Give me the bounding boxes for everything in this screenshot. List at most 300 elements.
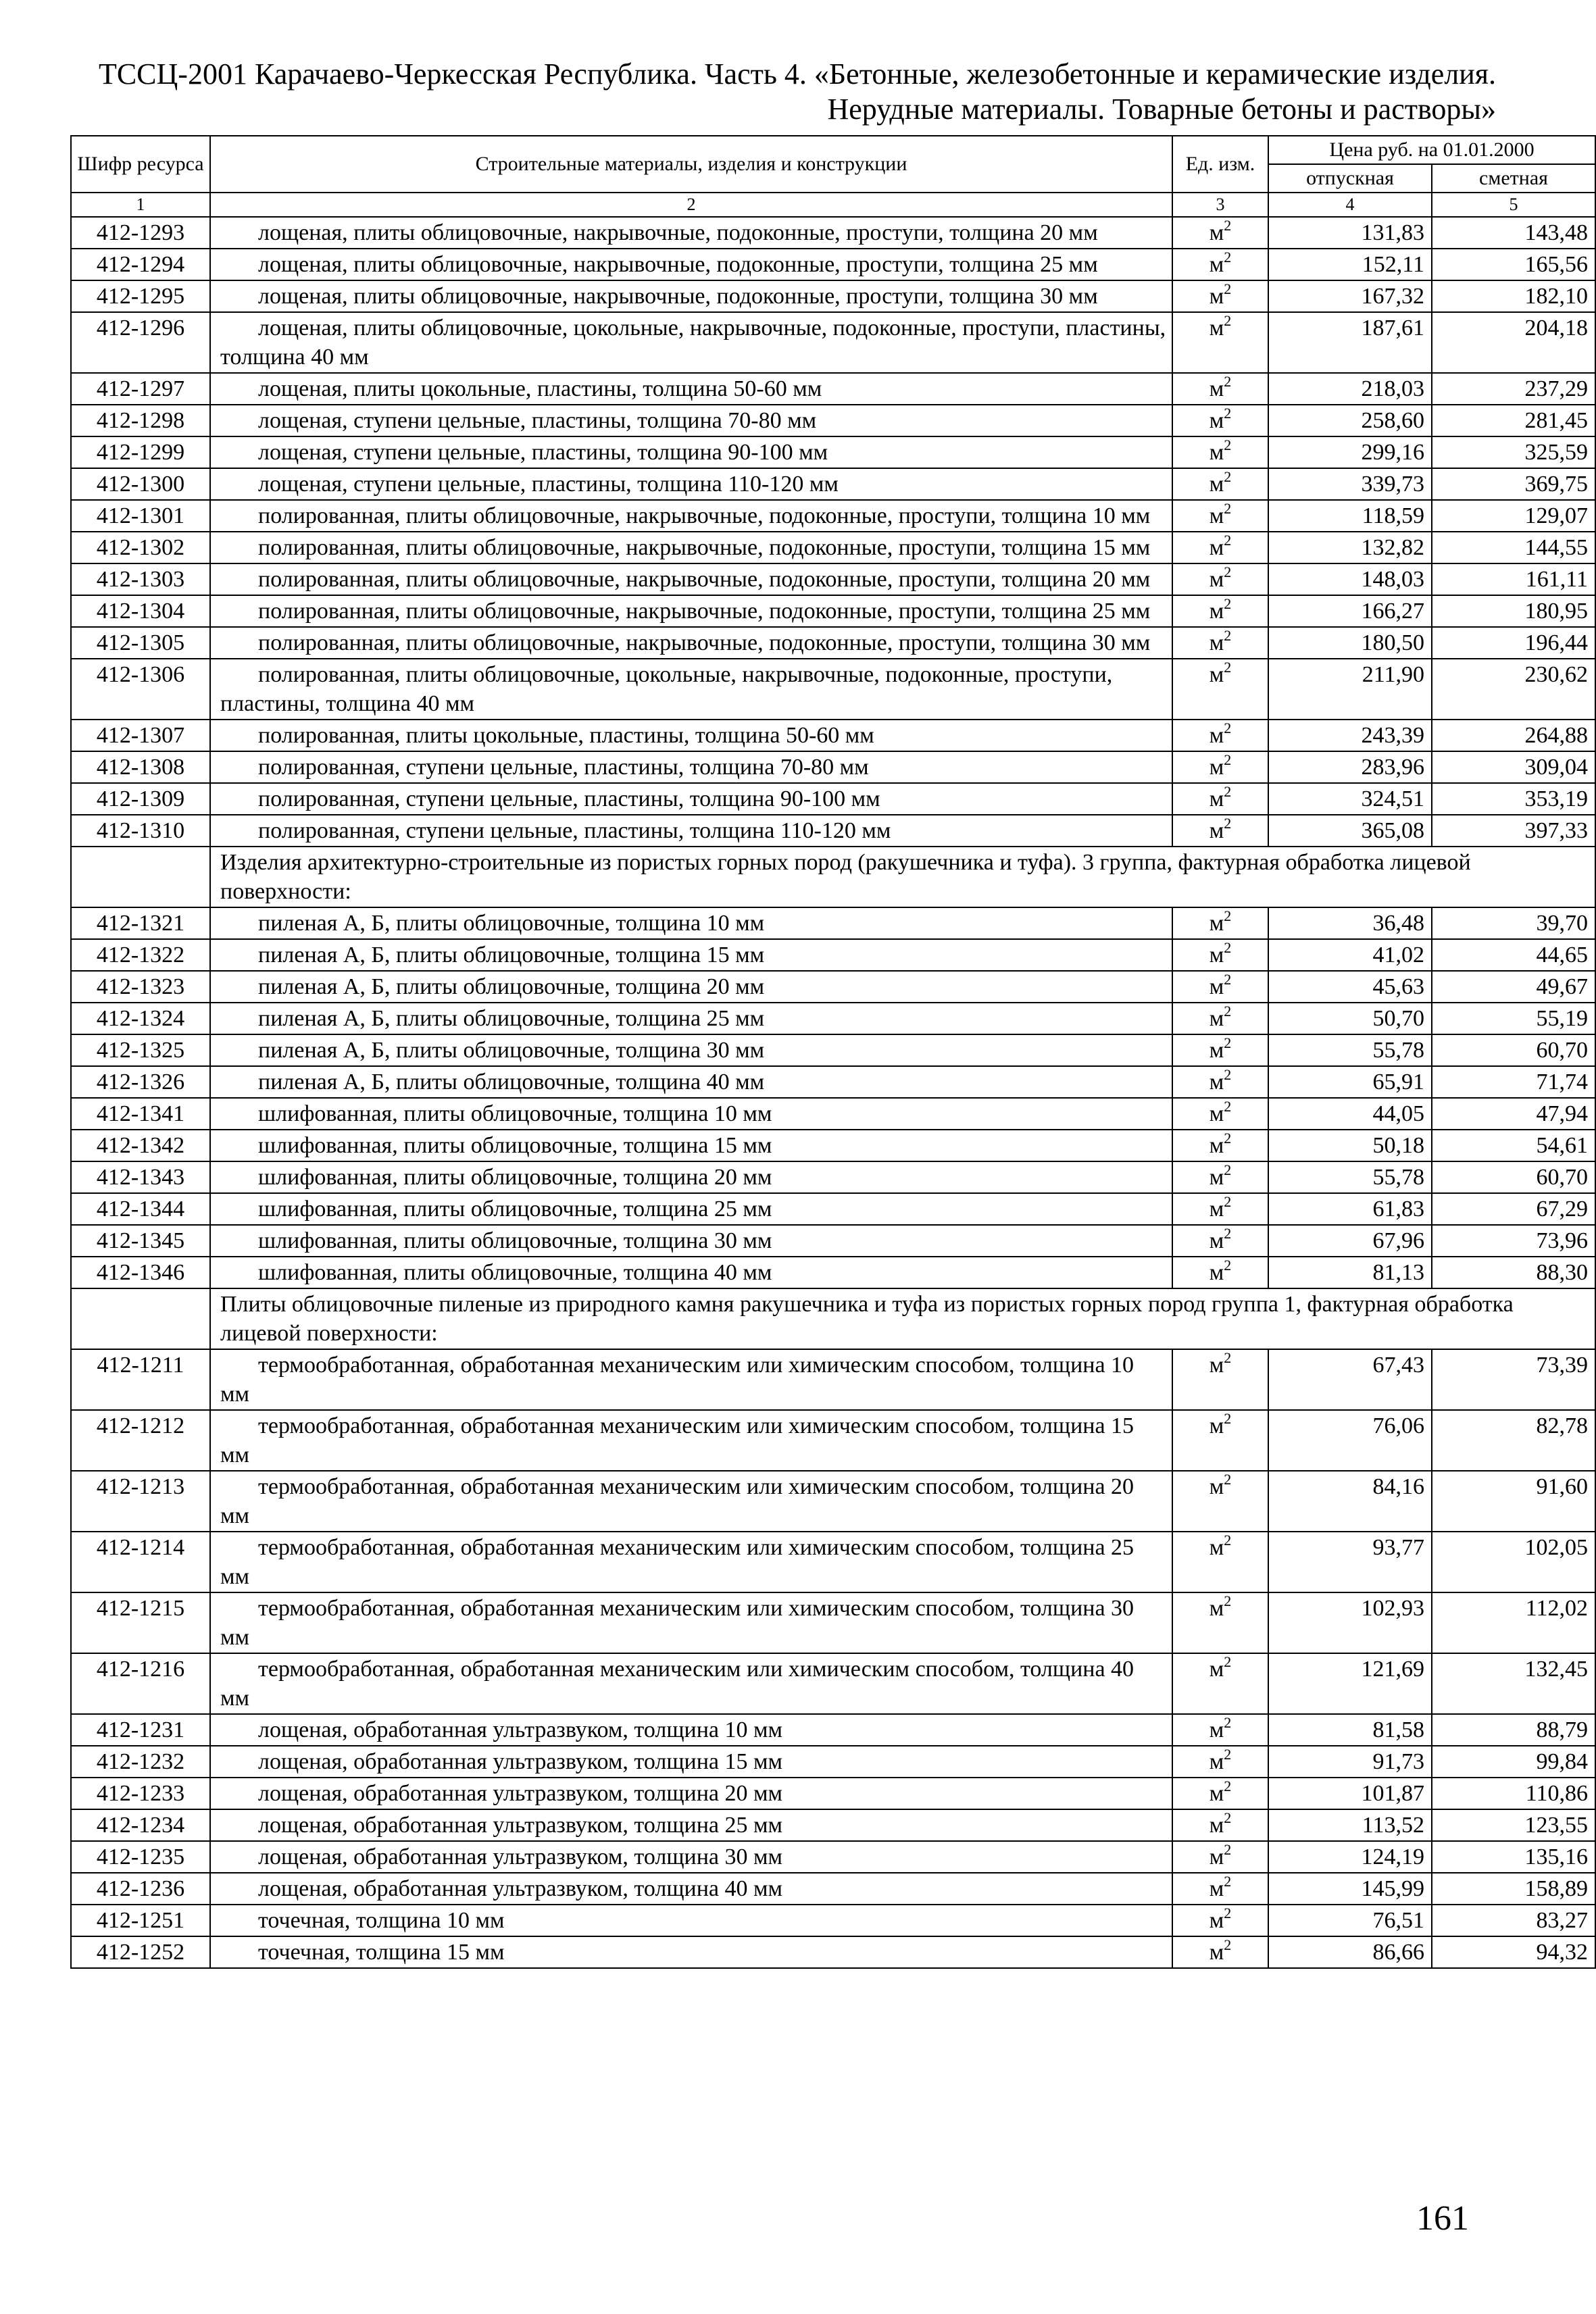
price-release: 44,05: [1268, 1098, 1432, 1130]
price-release: 131,83: [1268, 217, 1432, 249]
price-estimate: 196,44: [1432, 627, 1595, 659]
description-cell: [210, 1003, 1172, 1034]
table-row: [71, 1936, 1595, 1968]
unit-text: м: [1209, 1228, 1224, 1253]
price-estimate: 88,30: [1432, 1257, 1595, 1288]
resource-code: 412-1297: [71, 373, 210, 405]
description-text: полированная, ступени цельные, пластины, толщина 110-120 мм: [258, 818, 891, 843]
description-cell: [210, 907, 1172, 939]
unit-cell: [1172, 1066, 1268, 1098]
unit-exponent: 2: [1224, 1130, 1232, 1147]
table-row: [71, 595, 1595, 627]
price-estimate: 73,96: [1432, 1225, 1595, 1257]
resource-code: 412-1325: [71, 1034, 210, 1066]
unit-cell: [1172, 1130, 1268, 1161]
resource-code: 412-1233: [71, 1778, 210, 1809]
page-number: 161: [1416, 2199, 1469, 2238]
unit-exponent: 2: [1224, 1066, 1232, 1083]
table-row: [71, 1592, 1595, 1653]
unit-cell: [1172, 1034, 1268, 1066]
unit-text: м: [1209, 1038, 1224, 1063]
description-text: полированная, плиты облицовочные, накрывочные, подоконные, проступи, толщина 30 мм: [258, 630, 1151, 655]
price-estimate: 135,16: [1432, 1841, 1595, 1873]
unit-text: м: [1209, 535, 1224, 560]
table-row: [71, 1809, 1595, 1841]
unit-cell: [1172, 1778, 1268, 1809]
table-row: [71, 907, 1595, 939]
table-row: [71, 1257, 1595, 1288]
col-number: 5: [1432, 193, 1595, 217]
price-estimate: 44,65: [1432, 939, 1595, 971]
section-row: [71, 847, 1595, 907]
description-text: термообработанная, обработанная механическим или химическим способом, толщина 30 мм: [220, 1596, 1134, 1650]
resource-code: 412-1346: [71, 1257, 210, 1288]
price-estimate: 309,04: [1432, 751, 1595, 783]
description-text: термообработанная, обработанная механическим или химическим способом, толщина 20 мм: [220, 1474, 1134, 1528]
description-cell: [210, 939, 1172, 971]
unit-text: м: [1209, 1781, 1224, 1806]
unit-text: м: [1209, 1596, 1224, 1621]
resource-code: 412-1235: [71, 1841, 210, 1873]
description-cell: [210, 1257, 1172, 1288]
unit-cell: [1172, 1098, 1268, 1130]
description-text: шлифованная, плиты облицовочные, толщина 25 мм: [258, 1197, 772, 1222]
table-row: [71, 563, 1595, 595]
unit-cell: [1172, 249, 1268, 280]
price-release: 180,50: [1268, 627, 1432, 659]
unit-exponent: 2: [1224, 1778, 1232, 1794]
unit-exponent: 2: [1224, 1592, 1232, 1609]
description-cell: [210, 1873, 1172, 1905]
unit-cell: [1172, 659, 1268, 720]
unit-exponent: 2: [1224, 751, 1232, 768]
description-text: полированная, ступени цельные, пластины, толщина 70-80 мм: [258, 755, 869, 780]
table-row: [71, 532, 1595, 563]
unit-text: м: [1209, 252, 1224, 277]
resource-code: 412-1232: [71, 1746, 210, 1778]
unit-text: м: [1209, 911, 1224, 936]
description-text: шлифованная, плиты облицовочные, толщина 20 мм: [258, 1165, 772, 1190]
table-row: [71, 1532, 1595, 1592]
unit-cell: [1172, 720, 1268, 751]
description-text: пиленая А, Б, плиты облицовочные, толщина 40 мм: [258, 1070, 765, 1095]
price-estimate: 123,55: [1432, 1809, 1595, 1841]
table-row: [71, 1161, 1595, 1193]
description-cell: [210, 720, 1172, 751]
price-release: 124,19: [1268, 1841, 1432, 1873]
resource-code: 412-1303: [71, 563, 210, 595]
price-release: 118,59: [1268, 500, 1432, 532]
unit-exponent: 2: [1224, 500, 1232, 517]
unit-cell: [1172, 1873, 1268, 1905]
unit-text: м: [1209, 1657, 1224, 1682]
unit-text: м: [1209, 662, 1224, 687]
price-release: 41,02: [1268, 939, 1432, 971]
unit-exponent: 2: [1224, 1225, 1232, 1242]
unit-cell: [1172, 783, 1268, 815]
col-header-price-release: отпускная: [1268, 164, 1432, 193]
resource-code: 412-1300: [71, 468, 210, 500]
table-row: [71, 1471, 1595, 1532]
unit-exponent: 2: [1224, 1193, 1232, 1210]
description-cell: [210, 1225, 1172, 1257]
unit-exponent: 2: [1224, 907, 1232, 924]
price-estimate: 204,18: [1432, 312, 1595, 373]
unit-cell: [1172, 1653, 1268, 1714]
price-estimate: 102,05: [1432, 1532, 1595, 1592]
unit-text: м: [1209, 1749, 1224, 1774]
table-row: [71, 1349, 1595, 1410]
description-cell: [210, 1936, 1172, 1968]
description-cell: [210, 468, 1172, 500]
description-cell: [210, 1592, 1172, 1653]
unit-cell: [1172, 971, 1268, 1003]
price-release: 101,87: [1268, 1778, 1432, 1809]
price-release: 91,73: [1268, 1746, 1432, 1778]
unit-exponent: 2: [1224, 312, 1232, 329]
unit-cell: [1172, 939, 1268, 971]
price-estimate: 132,45: [1432, 1653, 1595, 1714]
unit-text: м: [1209, 440, 1224, 465]
price-estimate: 165,56: [1432, 249, 1595, 280]
description-cell: [210, 280, 1172, 312]
description-text: лощеная, плиты облицовочные, накрывочные, подоконные, проступи, толщина 25 мм: [258, 252, 1098, 277]
unit-cell: [1172, 280, 1268, 312]
col-header-unit: Ед. изм.: [1172, 136, 1268, 193]
unit-cell: [1172, 217, 1268, 249]
unit-exponent: 2: [1224, 280, 1232, 297]
resource-code: 412-1236: [71, 1873, 210, 1905]
unit-text: м: [1209, 1006, 1224, 1031]
price-release: 113,52: [1268, 1809, 1432, 1841]
description-cell: [210, 373, 1172, 405]
description-text: лощеная, ступени цельные, пластины, толщина 70-80 мм: [258, 408, 817, 433]
unit-cell: [1172, 1746, 1268, 1778]
description-cell: [210, 595, 1172, 627]
description-cell: [210, 532, 1172, 563]
price-estimate: 94,32: [1432, 1936, 1595, 1968]
description-text: лощеная, обработанная ультразвуком, толщина 30 мм: [258, 1844, 783, 1869]
unit-text: м: [1209, 1940, 1224, 1965]
table-row: [71, 815, 1595, 847]
description-text: полированная, плиты облицовочные, накрывочные, подоконные, проступи, толщина 25 мм: [258, 599, 1151, 624]
description-cell: [210, 1193, 1172, 1225]
unit-text: м: [1209, 1535, 1224, 1560]
description-cell: [210, 1161, 1172, 1193]
unit-text: м: [1209, 1070, 1224, 1095]
description-cell: [210, 1034, 1172, 1066]
unit-cell: [1172, 500, 1268, 532]
resource-code: 412-1345: [71, 1225, 210, 1257]
description-text: лощеная, обработанная ультразвуком, толщина 40 мм: [258, 1876, 783, 1901]
unit-text: м: [1209, 284, 1224, 309]
unit-cell: [1172, 1532, 1268, 1592]
unit-cell: [1172, 815, 1268, 847]
price-release: 36,48: [1268, 907, 1432, 939]
table-row: [71, 783, 1595, 815]
description-text: лощеная, обработанная ультразвуком, толщина 20 мм: [258, 1781, 783, 1806]
price-release: 93,77: [1268, 1532, 1432, 1592]
table-row: [71, 659, 1595, 720]
unit-text: м: [1209, 220, 1224, 245]
section-row: [71, 1288, 1595, 1349]
price-estimate: 161,11: [1432, 563, 1595, 595]
description-text: полированная, ступени цельные, пластины, толщина 90-100 мм: [258, 786, 880, 811]
price-release: 211,90: [1268, 659, 1432, 720]
description-cell: [210, 751, 1172, 783]
description-text: лощеная, плиты облицовочные, накрывочные, подоконные, проступи, толщина 30 мм: [258, 284, 1098, 309]
price-estimate: 281,45: [1432, 405, 1595, 436]
description-cell: [210, 1349, 1172, 1410]
table-row: [71, 1034, 1595, 1066]
header-line-1: ТССЦ-2001 Карачаево-Черкесская Республика. Часть 4. «Бетонные, железобетонные и керамические изделия.: [98, 57, 1496, 91]
resource-code: 412-1299: [71, 436, 210, 468]
description-text: полированная, плиты цокольные, пластины, толщина 50-60 мм: [258, 723, 874, 748]
price-estimate: 158,89: [1432, 1873, 1595, 1905]
price-estimate: 230,62: [1432, 659, 1595, 720]
description-cell: [210, 500, 1172, 532]
unit-exponent: 2: [1224, 468, 1232, 485]
unit-text: м: [1209, 1165, 1224, 1190]
price-estimate: 353,19: [1432, 783, 1595, 815]
price-release: 299,16: [1268, 436, 1432, 468]
table-row: [71, 1410, 1595, 1471]
price-estimate: 47,94: [1432, 1098, 1595, 1130]
table-row: [71, 1653, 1595, 1714]
unit-text: м: [1209, 1197, 1224, 1222]
description-cell: [210, 1905, 1172, 1936]
price-estimate: 82,78: [1432, 1410, 1595, 1471]
price-release: 67,96: [1268, 1225, 1432, 1257]
unit-exponent: 2: [1224, 1471, 1232, 1488]
description-text: термообработанная, обработанная механическим или химическим способом, толщина 40 мм: [220, 1657, 1134, 1711]
unit-text: м: [1209, 1101, 1224, 1126]
unit-cell: [1172, 1257, 1268, 1288]
unit-exponent: 2: [1224, 249, 1232, 266]
price-release: 121,69: [1268, 1653, 1432, 1714]
description-cell: [210, 783, 1172, 815]
description-cell: [210, 1809, 1172, 1841]
unit-exponent: 2: [1224, 1873, 1232, 1890]
description-cell: [210, 249, 1172, 280]
price-estimate: 60,70: [1432, 1034, 1595, 1066]
resource-code: 412-1308: [71, 751, 210, 783]
table-row: [71, 751, 1595, 783]
unit-cell: [1172, 563, 1268, 595]
resource-code: 412-1343: [71, 1161, 210, 1193]
resource-code: 412-1212: [71, 1410, 210, 1471]
price-release: 365,08: [1268, 815, 1432, 847]
table-row: [71, 312, 1595, 373]
unit-exponent: 2: [1224, 815, 1232, 832]
price-estimate: 325,59: [1432, 436, 1595, 468]
description-text: шлифованная, плиты облицовочные, толщина 15 мм: [258, 1133, 772, 1158]
unit-exponent: 2: [1224, 939, 1232, 956]
unit-text: м: [1209, 974, 1224, 999]
description-text: шлифованная, плиты облицовочные, толщина 30 мм: [258, 1228, 772, 1253]
unit-text: м: [1209, 1413, 1224, 1438]
table-row: [71, 1066, 1595, 1098]
description-cell: [210, 563, 1172, 595]
unit-text: м: [1209, 1474, 1224, 1499]
table-row: [71, 373, 1595, 405]
resource-code: 412-1309: [71, 783, 210, 815]
unit-cell: [1172, 1809, 1268, 1841]
resource-code: 412-1302: [71, 532, 210, 563]
description-text: лощеная, обработанная ультразвуком, толщина 25 мм: [258, 1813, 783, 1838]
price-table: [70, 135, 1596, 1969]
description-text: пиленая А, Б, плиты облицовочные, толщина 15 мм: [258, 942, 765, 967]
table-row: [71, 720, 1595, 751]
description-text: лощеная, ступени цельные, пластины, толщина 90-100 мм: [258, 440, 828, 465]
col-number: 4: [1268, 193, 1432, 217]
table-row: [71, 249, 1595, 280]
unit-cell: [1172, 405, 1268, 436]
resource-code: 412-1324: [71, 1003, 210, 1034]
unit-cell: [1172, 1003, 1268, 1034]
unit-text: м: [1209, 1876, 1224, 1901]
unit-text: м: [1209, 630, 1224, 655]
unit-exponent: 2: [1224, 1653, 1232, 1670]
unit-cell: [1172, 532, 1268, 563]
resource-code: 412-1301: [71, 500, 210, 532]
price-release: 50,18: [1268, 1130, 1432, 1161]
price-release: 324,51: [1268, 783, 1432, 815]
description-text: термообработанная, обработанная механическим или химическим способом, толщина 15 мм: [220, 1413, 1134, 1467]
price-release: 86,66: [1268, 1936, 1432, 1968]
unit-cell: [1172, 1193, 1268, 1225]
unit-text: м: [1209, 376, 1224, 401]
unit-cell: [1172, 1471, 1268, 1532]
price-release: 76,06: [1268, 1410, 1432, 1471]
table-row: [71, 1746, 1595, 1778]
unit-cell: [1172, 1905, 1268, 1936]
unit-cell: [1172, 1936, 1268, 1968]
table-row: [71, 436, 1595, 468]
resource-code: 412-1213: [71, 1471, 210, 1532]
unit-exponent: 2: [1224, 1905, 1232, 1921]
unit-exponent: 2: [1224, 1161, 1232, 1178]
table-row: [71, 1841, 1595, 1873]
description-text: пиленая А, Б, плиты облицовочные, толщина 30 мм: [258, 1038, 765, 1063]
resource-code: 412-1293: [71, 217, 210, 249]
resource-code: 412-1305: [71, 627, 210, 659]
price-release: 339,73: [1268, 468, 1432, 500]
resource-code: 412-1341: [71, 1098, 210, 1130]
unit-exponent: 2: [1224, 1841, 1232, 1858]
description-text: лощеная, плиты облицовочные, цокольные, накрывочные, подоконные, проступи, пластины, толщина 40 мм: [220, 316, 1166, 370]
price-release: 152,11: [1268, 249, 1432, 280]
description-text: полированная, плиты облицовочные, накрывочные, подоконные, проступи, толщина 15 мм: [258, 535, 1151, 560]
section-code-cell: [71, 847, 210, 907]
price-estimate: 182,10: [1432, 280, 1595, 312]
unit-cell: [1172, 468, 1268, 500]
price-estimate: 112,02: [1432, 1592, 1595, 1653]
description-text: термообработанная, обработанная механическим или химическим способом, толщина 10 мм: [220, 1353, 1134, 1407]
unit-exponent: 2: [1224, 1936, 1232, 1953]
price-release: 283,96: [1268, 751, 1432, 783]
description-text: точечная, толщина 10 мм: [258, 1908, 505, 1933]
description-cell: [210, 1841, 1172, 1873]
resource-code: 412-1344: [71, 1193, 210, 1225]
unit-text: м: [1209, 723, 1224, 748]
unit-exponent: 2: [1224, 1003, 1232, 1020]
price-estimate: 369,75: [1432, 468, 1595, 500]
col-number: 2: [210, 193, 1172, 217]
description-text: лощеная, плиты цокольные, пластины, толщина 50-60 мм: [258, 376, 822, 401]
unit-cell: [1172, 1592, 1268, 1653]
unit-exponent: 2: [1224, 971, 1232, 988]
unit-cell: [1172, 373, 1268, 405]
price-estimate: 144,55: [1432, 532, 1595, 563]
section-heading: Изделия архитектурно-строительные из пористых горных пород (ракушечника и туфа). 3 группа, фактурная обработка лицевой поверхности:: [210, 847, 1595, 907]
description-text: лощеная, обработанная ультразвуком, толщина 10 мм: [258, 1717, 783, 1742]
unit-exponent: 2: [1224, 595, 1232, 612]
section-heading: Плиты облицовочные пиленые из природного камня ракушечника и туфа из пористых горных пород группа 1, фактурная обработка лицевой поверхности:: [210, 1288, 1595, 1349]
unit-text: м: [1209, 755, 1224, 780]
description-cell: [210, 971, 1172, 1003]
description-cell: [210, 659, 1172, 720]
unit-text: м: [1209, 567, 1224, 592]
unit-exponent: 2: [1224, 405, 1232, 422]
table-body: [71, 217, 1595, 1968]
description-text: лощеная, ступени цельные, пластины, толщина 110-120 мм: [258, 472, 839, 497]
unit-text: м: [1209, 599, 1224, 624]
table-row: [71, 1098, 1595, 1130]
unit-cell: [1172, 1349, 1268, 1410]
unit-text: м: [1209, 472, 1224, 497]
description-cell: [210, 217, 1172, 249]
unit-cell: [1172, 1161, 1268, 1193]
unit-cell: [1172, 1841, 1268, 1873]
description-text: полированная, плиты облицовочные, цокольные, накрывочные, подоконные, проступи, пластины, толщина 40 мм: [220, 662, 1113, 716]
table-row: [71, 1130, 1595, 1161]
resource-code: 412-1326: [71, 1066, 210, 1098]
unit-exponent: 2: [1224, 1532, 1232, 1549]
table-row: [71, 468, 1595, 500]
price-release: 218,03: [1268, 373, 1432, 405]
table-row: [71, 1714, 1595, 1746]
unit-cell: [1172, 436, 1268, 468]
price-release: 81,13: [1268, 1257, 1432, 1288]
unit-exponent: 2: [1224, 1098, 1232, 1115]
unit-exponent: 2: [1224, 1809, 1232, 1826]
unit-text: м: [1209, 503, 1224, 528]
unit-exponent: 2: [1224, 563, 1232, 580]
unit-exponent: 2: [1224, 1746, 1232, 1763]
price-release: 187,61: [1268, 312, 1432, 373]
description-text: термообработанная, обработанная механическим или химическим способом, толщина 25 мм: [220, 1535, 1134, 1589]
table-row: [71, 971, 1595, 1003]
price-estimate: 180,95: [1432, 595, 1595, 627]
unit-exponent: 2: [1224, 627, 1232, 644]
unit-text: м: [1209, 1353, 1224, 1378]
price-release: 166,27: [1268, 595, 1432, 627]
resource-code: 412-1321: [71, 907, 210, 939]
description-cell: [210, 1653, 1172, 1714]
description-text: шлифованная, плиты облицовочные, толщина 10 мм: [258, 1101, 772, 1126]
resource-code: 412-1323: [71, 971, 210, 1003]
unit-text: м: [1209, 1133, 1224, 1158]
resource-code: 412-1216: [71, 1653, 210, 1714]
description-text: пиленая А, Б, плиты облицовочные, толщина 25 мм: [258, 1006, 765, 1031]
price-release: 132,82: [1268, 532, 1432, 563]
unit-cell: [1172, 312, 1268, 373]
price-estimate: 71,74: [1432, 1066, 1595, 1098]
table-row: [71, 1873, 1595, 1905]
table-row: [71, 1225, 1595, 1257]
table-row: [71, 500, 1595, 532]
